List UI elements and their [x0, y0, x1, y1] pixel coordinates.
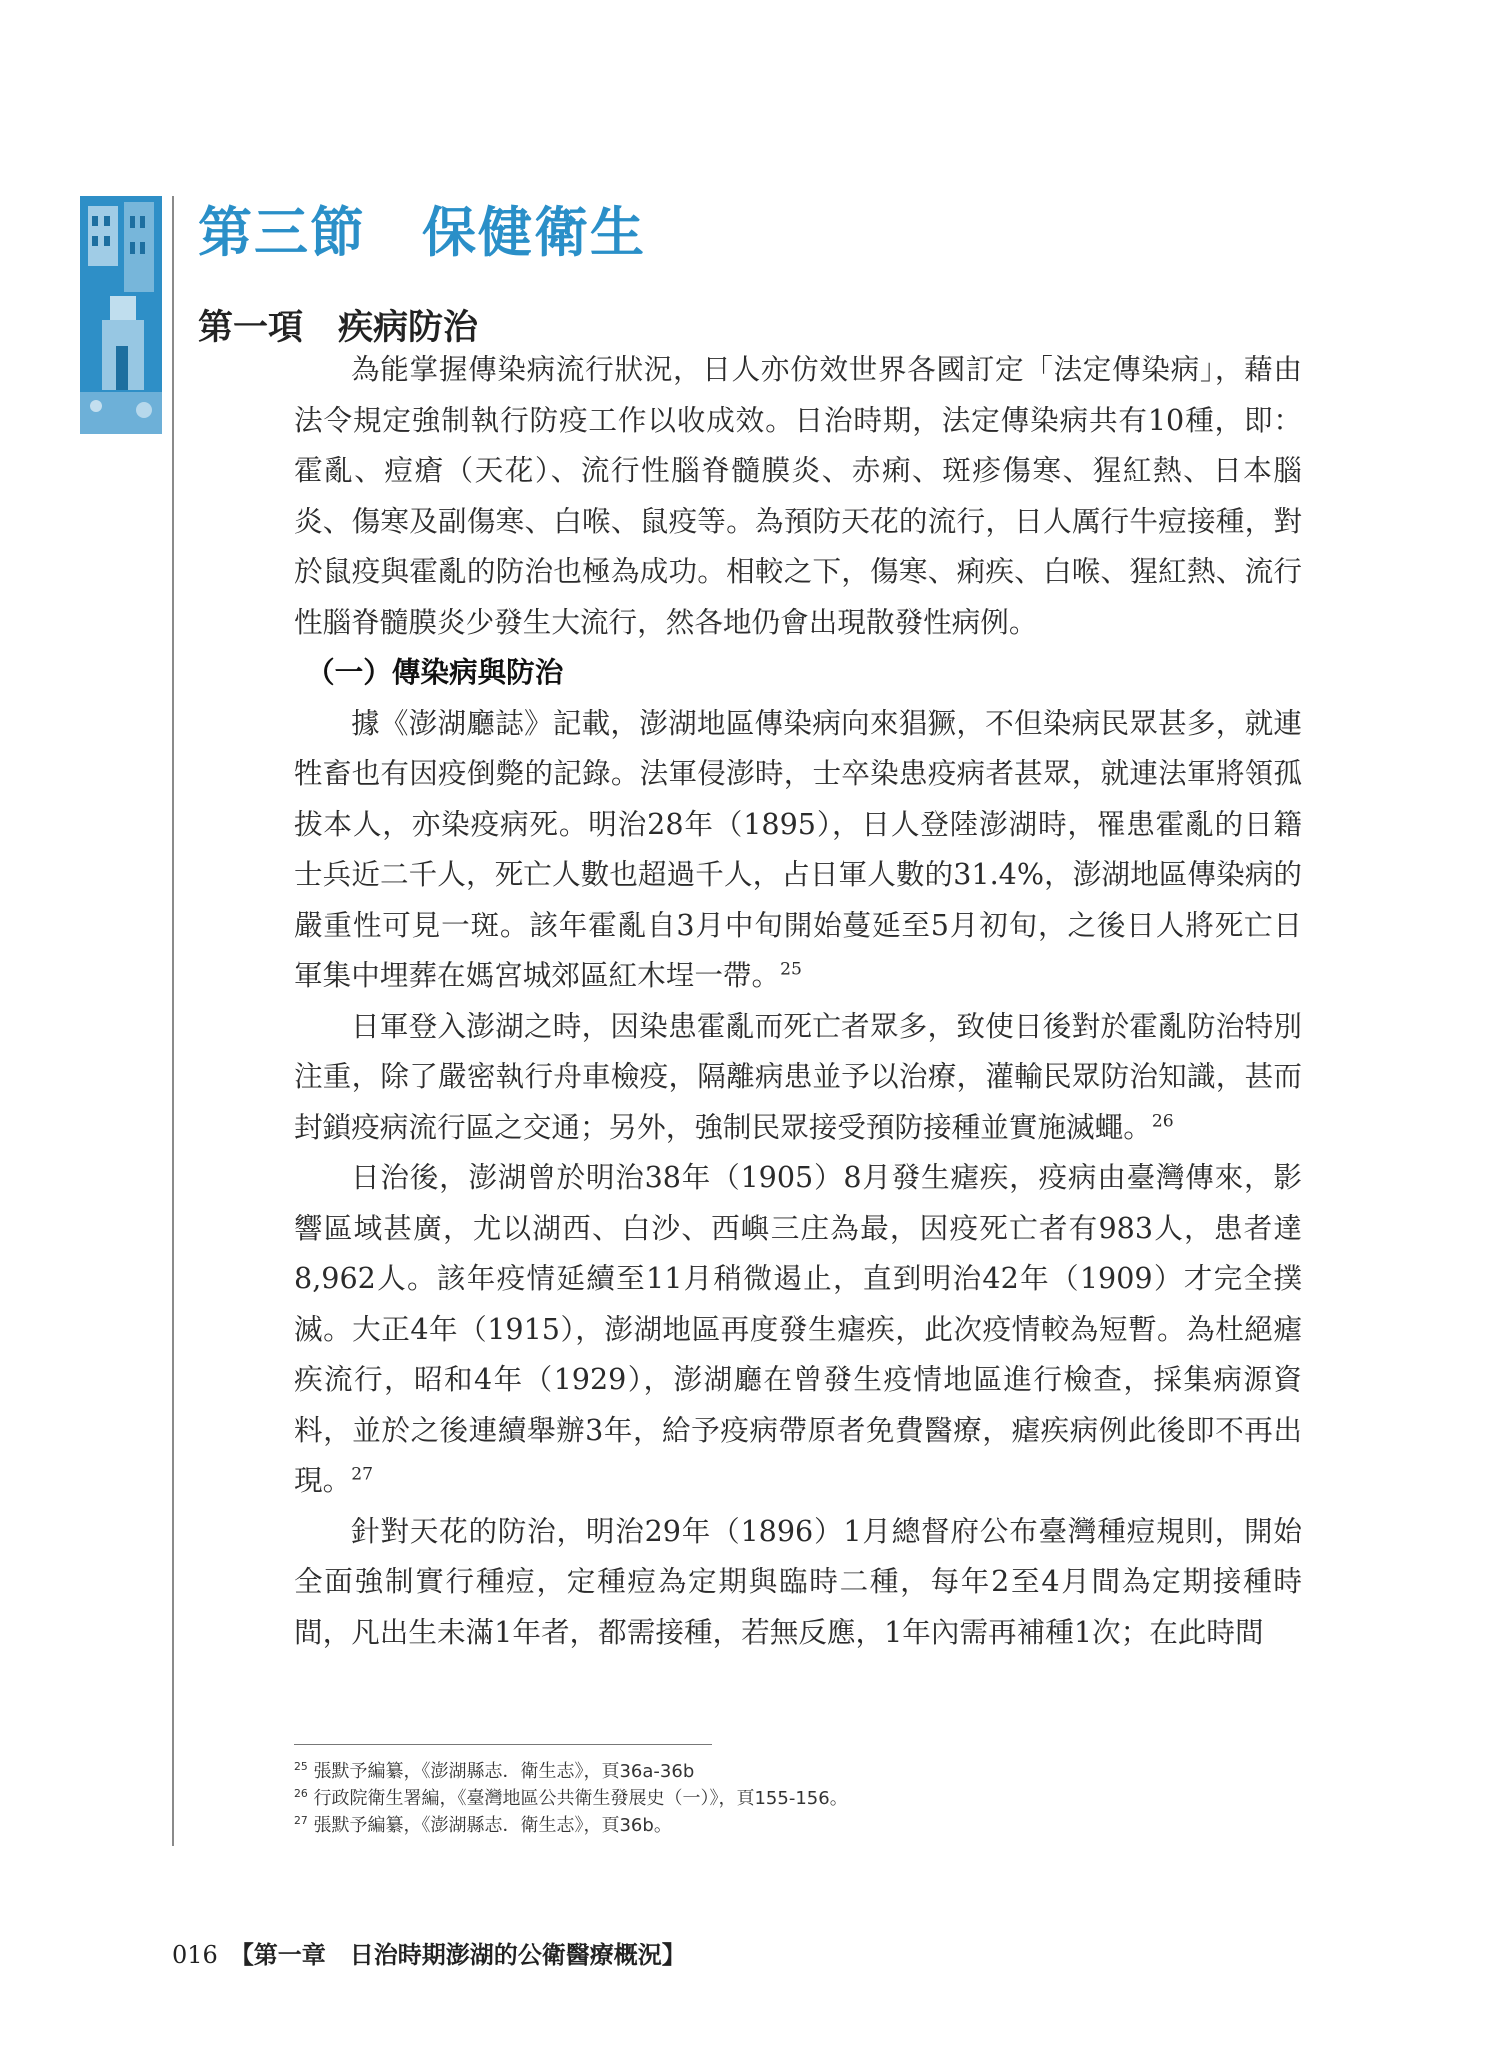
paragraph-text: 日治後，澎湖曾於明治38年（1905）8月發生瘧疾，疫病由臺灣傳來，影響區域甚廣，尤以湖西、白沙、西嶼三庄為最，因疫死亡者有983人，患者達8,962人。該年疫情延續至11月稍微遏止，直到明治42年（1909）才完全撲滅。大正4年（1915），澎湖地區再度發生瘧疾，此次疫情較為短暫。為杜絕瘧疾流行，昭和4年（1929），澎湖廳在曾發生疫情地區進行檢查，採集病源資料，並於之後連續舉辦3年，給予疫病帶原者免費醫療，瘧疾病例此後即不再出現。 — [294, 1160, 1302, 1497]
building-photo-icon — [80, 196, 162, 434]
footnote-ref: 25 — [780, 959, 802, 980]
footnote-separator — [294, 1744, 712, 1745]
paragraph-text: 針對天花的防治，明治29年（1896）1月總督府公布臺灣種痘規則，開始全面強制實行種痘，定種痘為定期與臨時二種，每年2至4月間為定期接種時間，凡出生未滿1年者，都需接種，若無反應，1年內需再補種1次；在此時間 — [294, 1513, 1302, 1649]
footnote-number: 25 — [294, 1760, 308, 1773]
paragraph — [294, 1506, 1302, 1658]
footnote-ref: 27 — [351, 1464, 374, 1485]
paragraph — [294, 698, 1302, 1001]
heading-infectious-disease: （一）傳染病與防治 — [306, 655, 564, 689]
footnote-text: 行政院衛生署編，《臺灣地區公共衛生發展史（一）》，頁155-156。 — [313, 1788, 848, 1809]
section-photo-thumbnail — [80, 196, 162, 434]
paragraph-text: 據《澎湖廳誌》記載，澎湖地區傳染病向來猖獗，不但染病民眾甚多，就連牲畜也有因疫倒斃的記錄。法軍侵澎時，士卒染患疫病者甚眾，就連法軍將領孤拔本人，亦染疫病死。明治28年（1895），日人登陸澎湖時，罹患霍亂的日籍士兵近二千人，死亡人數也超過千人，占日軍人數的31.4%，澎湖地區傳染病的嚴重性可見一斑。該年霍亂自3月中旬開始蔓延至5月初旬，之後日人將死亡日軍集中埋葬在媽宮城郊區紅木埕一帶。 — [294, 705, 1302, 992]
footnote-ref: 26 — [1151, 1110, 1174, 1131]
chapter-title: 【第一章 日治時期澎湖的公衛醫療概況】 — [229, 1940, 686, 1969]
footnote-number: 27 — [294, 1814, 308, 1827]
footnote-text: 張默予編纂，《澎湖縣志．衛生志》，頁36b。 — [313, 1815, 672, 1836]
subsection-title: 第一項 疾病防治 — [198, 308, 479, 348]
paragraph — [294, 1001, 1302, 1153]
footnote-text: 張默予編纂，《澎湖縣志．衛生志》，頁36a-36b — [313, 1761, 695, 1782]
footnote — [294, 1812, 1294, 1839]
footnote — [294, 1785, 1294, 1812]
margin-vertical-rule — [172, 196, 174, 1846]
page-number: 016 — [172, 1941, 218, 1969]
paragraph — [294, 1152, 1302, 1506]
footnote — [294, 1758, 1294, 1785]
page-footer — [172, 1935, 686, 1970]
footnotes — [294, 1758, 1294, 1839]
paragraph-text: 日軍登入澎湖之時，因染患霍亂而死亡者眾多，致使日後對於霍亂防治特別注重，除了嚴密執行舟車檢疫，隔離病患並予以治療，灌輸民眾防治知識，甚而封鎖疫病流行區之交通；另外，強制民眾接受預防接種並實施滅蠅。 — [294, 1008, 1302, 1144]
footnote-number: 26 — [294, 1787, 308, 1800]
main-body-text — [294, 344, 1302, 1657]
paragraph-intro: 為能掌握傳染病流行狀況，日人亦仿效世界各國訂定「法定傳染病」，藉由法令規定強制執行防疫工作以收成效。日治時期，法定傳染病共有10種，即：霍亂、痘瘡（天花）、流行性腦脊髓膜炎、赤痢、斑疹傷寒、猩紅熱、日本腦炎、傷寒及副傷寒、白喉、鼠疫等。為預防天花的流行，日人厲行牛痘接種，對於鼠疫與霍亂的防治也極為成功。相較之下，傷寒、痢疾、白喉、猩紅熱、流行性腦脊髓膜炎少發生大流行，然各地仍會出現散發性病例。 — [294, 352, 1302, 639]
section-title: 第三節 保健衛生 — [198, 200, 646, 264]
